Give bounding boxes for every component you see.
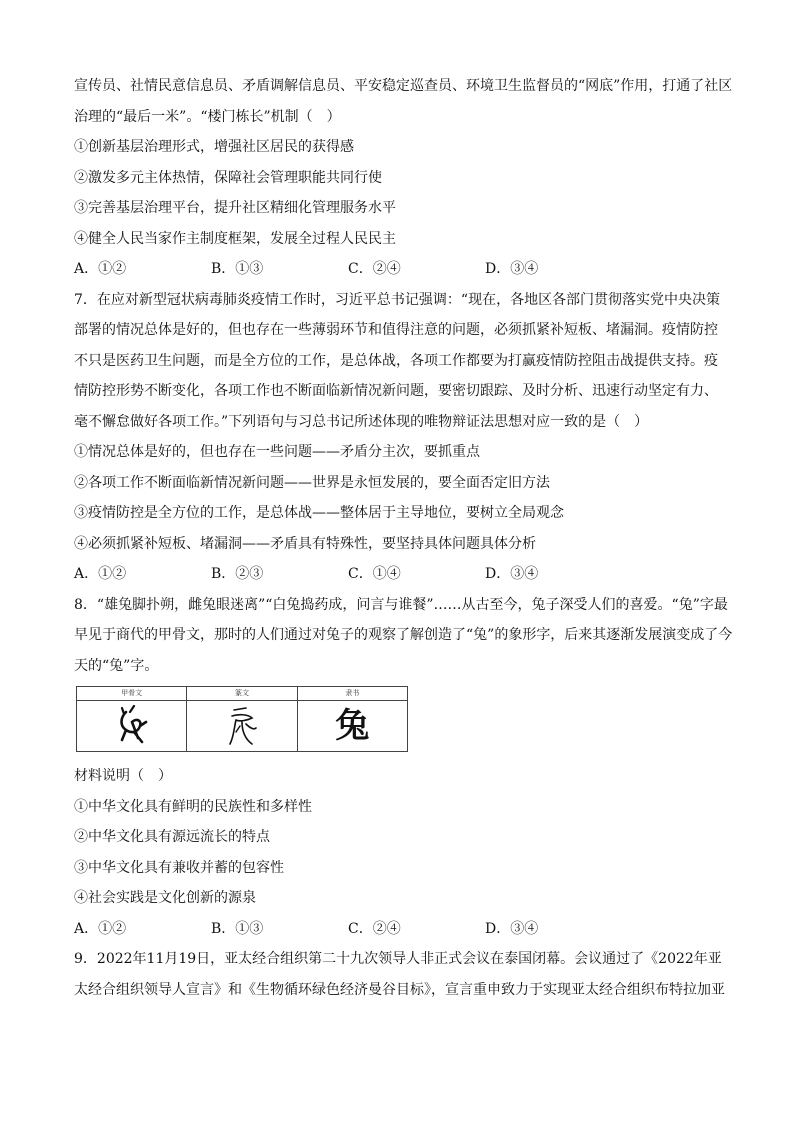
q9-text-line: 9．2022年11月19日，亚太经合组织第二十九次领导人非正式会议在泰国闭幕。会议通过了《2022年亚 [74,951,722,967]
q8-text-line: 天的“兔”字。 [74,657,159,674]
q7-option-b[interactable]: B．②③ [211,566,264,582]
q6-options [74,259,734,279]
q8-text-line: 8．“雄兔脚扑朔，雌兔眼迷离”“白兔捣药成，问言与谁餐”……从古至今，兔子深受人们的喜爱。“兔”字最 [74,596,728,613]
q7-option-c[interactable]: C．①④ [348,566,401,582]
q8-option-b[interactable]: B．①③ [211,920,264,937]
q7-option-a[interactable]: A．①② [74,566,127,582]
q6-option-c[interactable]: C．②④ [348,261,401,277]
q8-item-2: ②中华文化具有源远流长的特点 [74,829,270,845]
q6-text-line: 宣传员、社情民意信息员、矛盾调解信息员、平安稳定巡查员、环境卫生监督员的“网底”作用，打通了社区 [74,78,733,94]
q6-option-d[interactable]: D．③④ [485,261,539,277]
q6-item-4: ④健全人民当家作主制度框架，发展全过程人民民主 [74,230,396,247]
clerical-script-cell [298,687,407,751]
q7-text-line: 不只是医药卫生问题，而是全方位的工作，是总体战，各项工作都要为打赢疫情防控阻击战提供支持。疫 [74,352,718,369]
q6-item-3: ③完善基层治理平台，提升社区精细化管理服务水平 [74,200,396,216]
question-7 [74,290,734,585]
oracle-bone-rabbit-glyph-icon [112,704,152,748]
q6-item-2: ②激发多元主体热情，保障社会管理职能共同行使 [74,169,382,186]
q8-item-1: ①中华文化具有鲜明的民族性和多样性 [74,798,312,815]
q8-option-d[interactable]: D．③④ [485,920,539,937]
q7-option-d[interactable]: D．③④ [485,566,539,582]
rabbit-character-evolution-table [76,686,408,752]
q7-text-line: 部署的情况总体是好的，但也存在一些薄弱环节和值得注意的问题，必须抓紧补短板、堵漏洞。疫情防控 [74,322,718,338]
q8-stem: 材料说明（ ） [74,768,172,784]
q6-option-a[interactable]: A．①② [74,261,127,277]
page-content [74,76,734,1010]
q7-text-line: 情防控形势不断变化，各项工作也不断面临新情况新问题，要密切跟踪、及时分析、迅速行动坚定有力、 [74,383,718,399]
seal-script-rabbit-glyph-icon [222,704,262,748]
q7-item-4: ④必须抓紧补短板、堵漏洞——矛盾具有特殊性，要坚持具体问题具体分析 [74,535,536,552]
q7-text-line: 7．在应对新型冠状病毒肺炎疫情工作时，习近平总书记强调：“现在，各地区各部门贯彻落实党中央决策 [74,291,721,308]
q6-option-b[interactable]: B．①③ [211,261,264,277]
q7-item-3: ③疫情防控是全方位的工作，是总体战——整体居于主导地位，要树立全局观念 [74,505,564,521]
q8-item-3: ③中华文化具有兼收并蓄的包容性 [74,859,284,876]
question-9 [74,949,734,1000]
question-6 [74,76,734,279]
seal-script-cell [187,687,297,751]
q8-text-line: 早见于商代的甲骨文，那时的人们通过对兔子的观察了解创造了“兔”的象形字，后来其逐渐发展演变成了今 [74,627,733,643]
column-header-clerical: 隶书 [298,687,407,701]
q7-options [74,564,734,584]
q8-option-a[interactable]: A．①② [74,920,127,937]
q6-text-line: 治理的“最后一米”。“楼门栋长”机制（ ） [74,108,341,125]
clerical-script-rabbit-glyph: 兔 [335,706,370,746]
question-8 [74,595,734,939]
q7-item-1: ①情况总体是好的，但也存在一些问题——矛盾分主次，要抓重点 [74,444,480,460]
q8-item-4: ④社会实践是文化创新的源泉 [74,890,256,906]
q8-option-c[interactable]: C．②④ [348,920,401,937]
column-header-oracle-bone: 甲骨文 [77,687,186,701]
q6-item-1: ①创新基层治理形式，增强社区居民的获得感 [74,139,354,155]
q9-text-line: 太经合组织领导人宣言》和《生物循环绿色经济曼谷目标》，宣言重申致力于实现亚太经合组织布特拉加亚 [74,981,725,998]
q7-text-line: 毫不懈怠做好各项工作。”下列语句与习总书记所述体现的唯物辩证法思想对应一致的是（ ） [74,413,649,430]
oracle-bone-script-cell [77,687,187,751]
q8-options [74,919,734,939]
column-header-seal: 篆文 [187,687,296,701]
q7-item-2: ②各项工作不断面临新情况新问题——世界是永恒发展的，要全面否定旧方法 [74,474,550,491]
